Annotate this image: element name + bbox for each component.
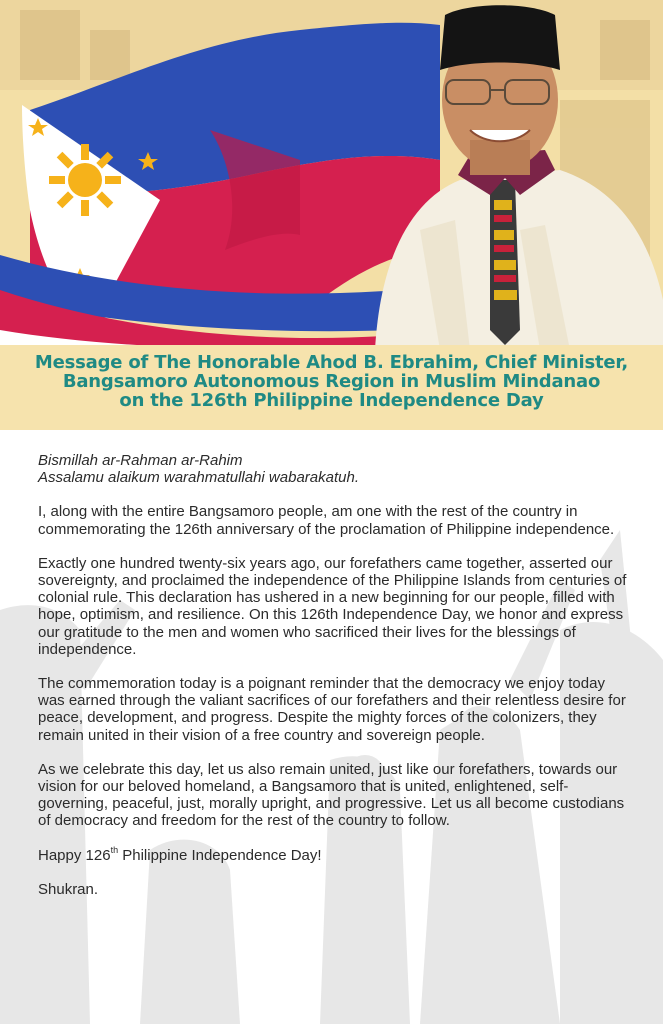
title-line-2: Bangsamoro Autonomous Region in Muslim Mindanao bbox=[62, 371, 601, 392]
greeting-line-2: Assalamu alaikum warahmatullahi wabarakatuh. bbox=[38, 469, 359, 487]
paragraph-4: As we celebrate this day, let us also remain united, just like our forefathers, towards our vision for our beloved homeland, a Bangsamoro that is united, enlightened, self-governing, peaceful, just, morally upright, and progressive. Let us all become custodians of democracy and freedom for the rest of the country to follow. bbox=[38, 760, 625, 830]
closing-sup: th bbox=[110, 844, 119, 855]
paragraph-3: The commemoration today is a poignant reminder that the democracy we enjoy today was earned through the valiant sacrifices of our forefathers and their relentless desire for peace, development, and progress. Despite the mighty forces of the colonizers, they remain united in their vision of a free country and sovereign people. bbox=[38, 675, 626, 744]
closing-post: Philippine Independence Day! bbox=[118, 846, 322, 864]
title-line-1: Message of The Honorable Ahod B. Ebrahim, Chief Minister, bbox=[34, 352, 629, 373]
letter-body bbox=[38, 452, 634, 915]
page-title bbox=[0, 353, 663, 410]
closing-pre: Happy 126 bbox=[38, 846, 111, 864]
greeting bbox=[38, 452, 634, 486]
paragraph-1: I, along with the entire Bangsamoro people, am one with the rest of the country in commemorating the 126th anniversary of the proclamation of Philippine independence. bbox=[38, 503, 615, 538]
signoff: Shukran. bbox=[38, 880, 99, 898]
header-banner bbox=[0, 0, 663, 430]
greeting-line-1: Bismillah ar-Rahman ar-Rahim bbox=[38, 452, 243, 469]
sun-icon bbox=[49, 144, 121, 216]
paragraph-2: Exactly one hundred twenty-six years ago, our forefathers came together, asserted our sovereignty, and proclaimed the independence of the Philippine Islands from centuries of colonial rule. This declaration has ushered in a new beginning for our people, filled with hope, optimism, and resilience. On this 126th Independence Day, we honor and express our gratitude to the men and women who sacrificed their lives for the blessings of independence. bbox=[38, 554, 627, 658]
title-line-3: on the 126th Philippine Independence Day bbox=[119, 390, 544, 411]
closing-line bbox=[38, 844, 634, 864]
